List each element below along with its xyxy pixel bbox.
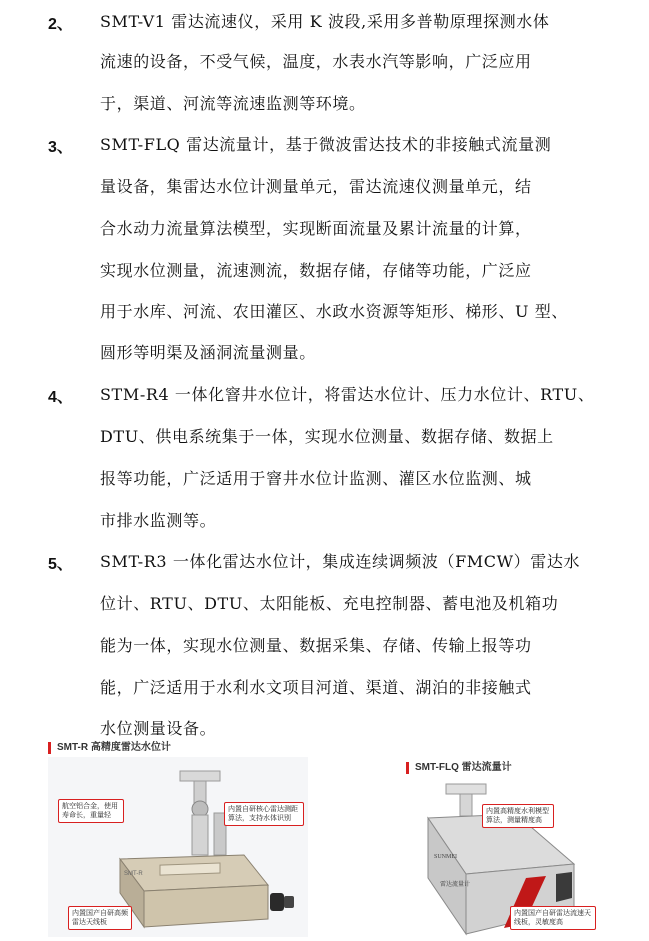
item-line: 实现水位测量，流速测流，数据存储，存储等功能，广泛应 — [100, 261, 532, 280]
item-number: 5、 — [48, 556, 73, 573]
item-line: SMT-R3 一体化雷达水位计，集成连续调频波（FMCW）雷达水 — [100, 552, 581, 571]
item-line: 用于水库、河流、农田灌区、水政水资源等矩形、梯形、U 型、 — [100, 302, 568, 321]
item-number: 2、 — [48, 16, 73, 33]
figure-smt-flq — [406, 742, 606, 937]
item-line: 圆形等明渠及涵洞流量测量。 — [100, 343, 316, 362]
item-line: SMT-V1 雷达流速仪，采用 K 波段,采用多普勒原理探测水体 — [100, 12, 550, 31]
callout-antenna: 内置国产自研雷达流速天线板，灵敏度高 — [510, 906, 596, 930]
item-line: DTU、供电系统集于一体，实现水位测量、数据存储、数据上 — [100, 427, 554, 446]
figure-caption: SMT-FLQ 雷达流量计 — [406, 762, 512, 774]
item-line: 能为一体，实现水位测量、数据采集、存储、传输上报等功 — [100, 636, 532, 655]
item-line: 市排水监测等。 — [100, 511, 217, 530]
callout-algorithm: 内置自研核心雷达测距算法，支持水体识别 — [224, 802, 304, 826]
item-line: SMT-FLQ 雷达流量计，基于微波雷达技术的非接触式流量测 — [100, 135, 552, 154]
device-label: 雷达流量计 — [440, 882, 471, 888]
item-line: 于，渠道、河流等流速监测等环境。 — [100, 94, 366, 113]
callout-model: 内置高精度水利模型算法，测量精度高 — [482, 804, 554, 828]
item-line: 水位测量设备。 — [100, 719, 217, 738]
figure-smt-r — [48, 742, 308, 937]
item-line: 量设备，集雷达水位计测量单元，雷达流速仪测量单元，结 — [100, 177, 532, 196]
item-number: 3、 — [48, 139, 73, 156]
callout-antenna: 内置国产自研高频雷达天线板 — [68, 906, 132, 930]
device-label: SMT-R — [124, 871, 143, 877]
item-line: 合水动力流量算法模型，实现断面流量及累计流量的计算， — [100, 219, 532, 238]
item-line: 流速的设备，不受气候，温度，水表水汽等影响，广泛应用 — [100, 52, 532, 71]
item-number: 4、 — [48, 389, 73, 406]
callout-material: 航空铝合金，使用寿命长，重量轻 — [58, 799, 124, 823]
figure-caption: SMT-R 高精度雷达水位计 — [48, 742, 171, 754]
item-line: 位计、RTU、DTU、太阳能板、充电控制器、蓄电池及机箱功 — [100, 594, 559, 613]
item-line: 报等功能，广泛适用于窨井水位计监测、灌区水位监测、城 — [100, 469, 532, 488]
brand-label: SUNMEI — [434, 854, 458, 860]
item-line: 能，广泛适用于水利水文项目河道、渠道、湖泊的非接触式 — [100, 678, 532, 697]
item-line: STM-R4 一体化窨井水位计，将雷达水位计、压力水位计、RTU、 — [100, 385, 595, 404]
